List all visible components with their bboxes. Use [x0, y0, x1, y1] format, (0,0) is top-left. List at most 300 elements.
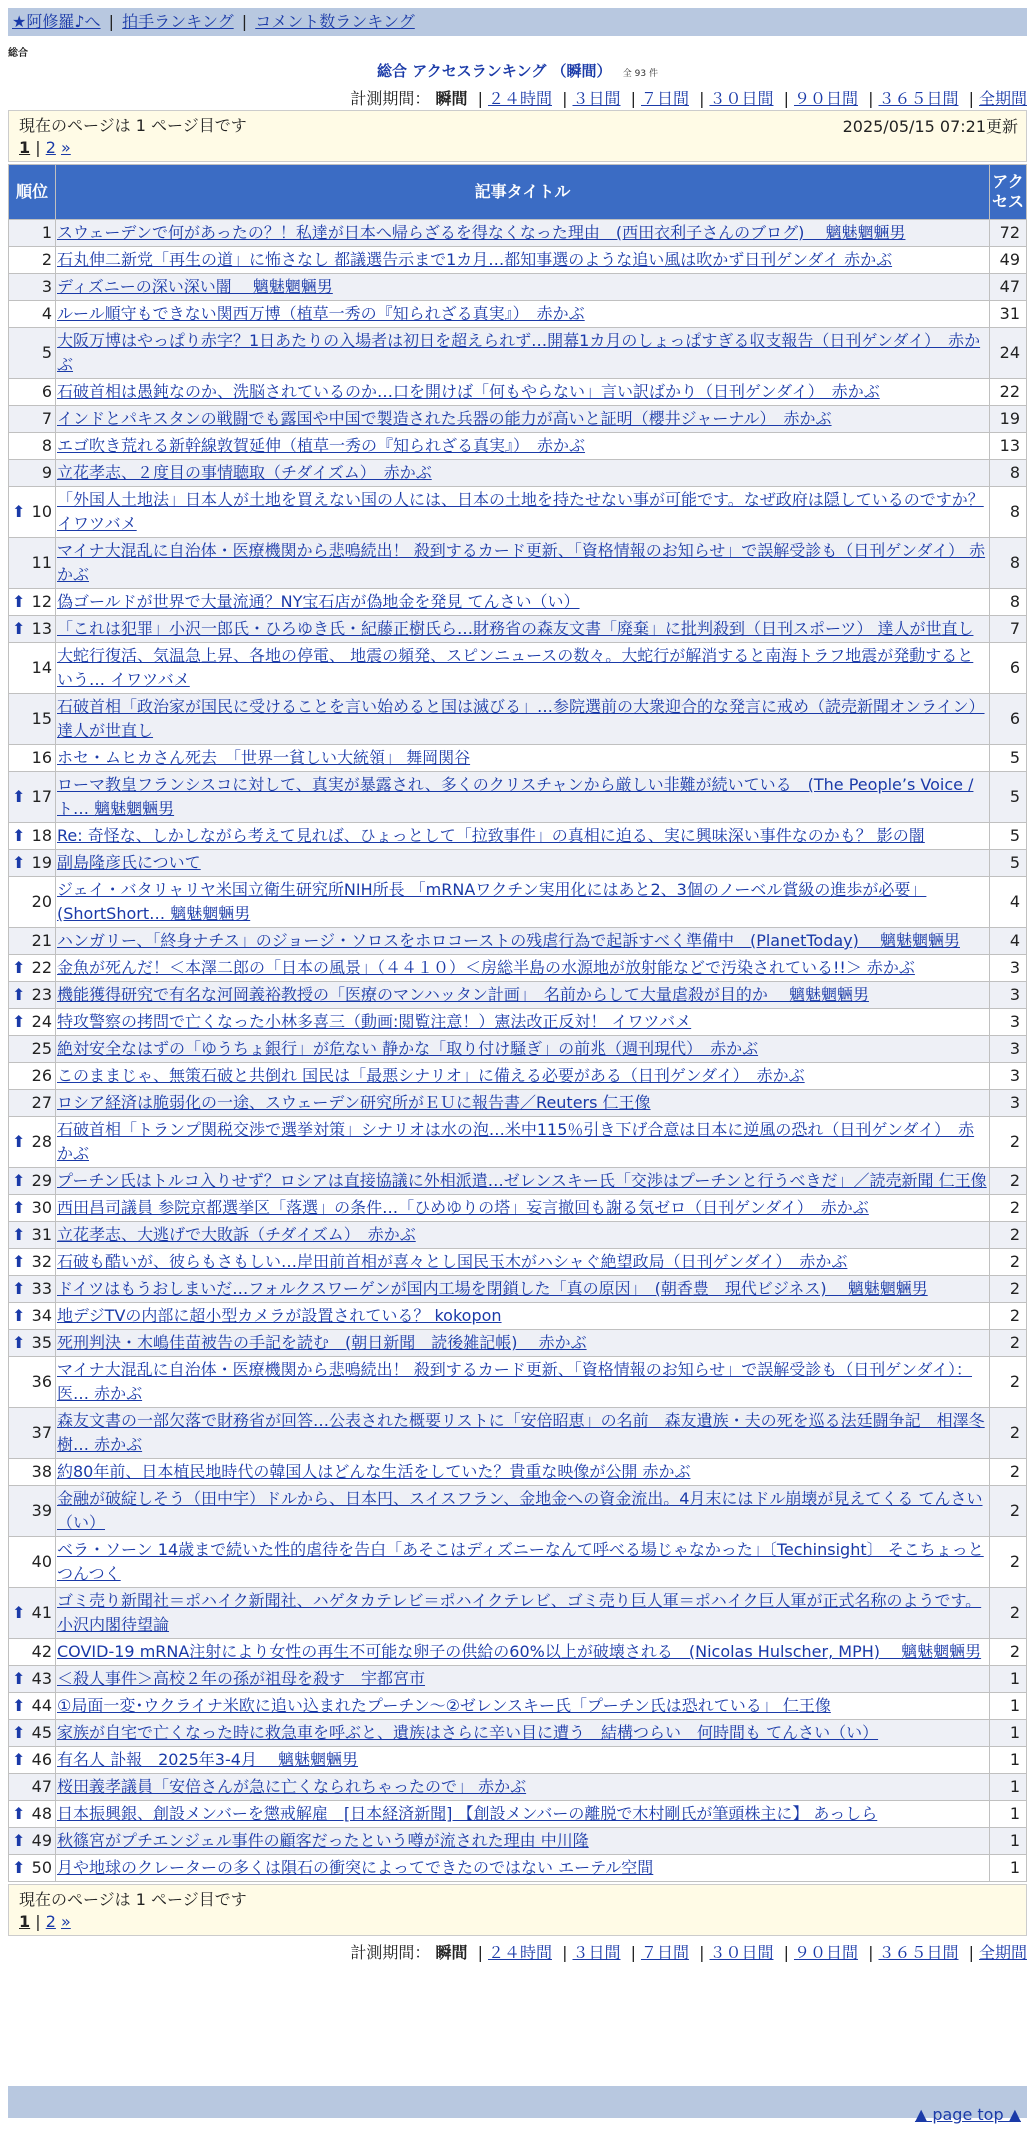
rank-cell	[9, 1168, 55, 1194]
rank-number: 45	[31, 1723, 52, 1742]
arrow-up-icon: ⬆	[12, 619, 26, 638]
period-365d[interactable]: ３６５日間	[878, 89, 959, 108]
title-cell	[56, 1009, 989, 1035]
rank-cell	[9, 1639, 55, 1665]
rank-number: 2	[41, 250, 52, 269]
access-count: 3	[990, 1063, 1026, 1089]
rank-cell	[9, 745, 55, 771]
rank-cell	[9, 1357, 55, 1407]
access-count: 19	[990, 406, 1026, 432]
article-link[interactable]: ローマ教皇フランシスコに対して、真実が暴露され、多くのクリスチャンから厳しい非難が続いている (The People’s Voice / ト… 魑魅魍魎男	[57, 775, 974, 818]
article-link[interactable]: 金融が破綻しそう（田中宇）ドルから、日本円、スイスフラン、金地金への資金流出。4月末にはドル崩壊が見えてくる てんさい（い）	[57, 1489, 983, 1532]
title-cell	[56, 1357, 989, 1407]
next-page-link-bottom[interactable]: »	[60, 1912, 71, 1931]
table-row	[9, 955, 1026, 981]
article-link[interactable]: 家族が自宅で亡くなった時に救急車を呼ぶと、遺族はさらに辛い目に遭う 結構つらい 何時間も てんさい（い）	[57, 1723, 879, 1742]
rank-cell	[9, 538, 55, 588]
article-link[interactable]: COVID-19 mRNA注射により女性の再生不可能な卵子の供給の60%以上が破壊される (Nicolas Hulscher, MPH) 魑魅魍魎男	[57, 1642, 982, 1661]
rank-cell	[9, 1459, 55, 1485]
rank-number: 27	[31, 1093, 52, 1112]
article-link[interactable]: 石破首相「トランプ関税交渉で選挙対策」シナリオは水の泡…米中115％引き下げ合意は日本に逆風の恐れ（日刊ゲンダイ） 赤かぶ	[57, 1120, 975, 1163]
bottom-bar	[8, 2086, 1027, 2118]
rank-number: 5	[41, 343, 52, 362]
title-cell	[56, 694, 989, 744]
article-link[interactable]: 日本振興銀、創設メンバーを懲戒解雇 [日本経済新聞] 【創設メンバーの離脱で木村剛氏が筆頭株主に】 あっしら	[57, 1804, 878, 1823]
rank-number: 33	[31, 1279, 52, 1298]
access-count: 22	[990, 379, 1026, 405]
article-link[interactable]: 石破首相は愚鈍なのか、洗脳されているのか…口を開けば「何もやらない」言い訳ばかり（日刊ゲンダイ） 赤かぶ	[57, 382, 880, 401]
table-row	[9, 616, 1026, 642]
table-row	[9, 745, 1026, 771]
title-cell	[56, 220, 989, 246]
table-row	[9, 1639, 1026, 1665]
article-link[interactable]: 機能獲得研究で有名な河岡義裕教授の「医療のマンハッタン計画」 名前からして大量虐殺が目的か 魑魅魍魎男	[57, 985, 869, 1004]
rank-number: 50	[31, 1858, 52, 1877]
page-1-current-bottom: 1	[19, 1912, 31, 1931]
pagination-top: 現在のページは 1 ページ目です 2025/05/15 07:21更新 1 | 2 »	[8, 110, 1027, 162]
table-row	[9, 433, 1026, 459]
rank-cell	[9, 433, 55, 459]
article-link[interactable]: ディズニーの深い深い闇 魑魅魍魎男	[57, 277, 333, 296]
table-row	[9, 1303, 1026, 1329]
rank-cell	[9, 982, 55, 1008]
period-30d-bottom[interactable]: ３０日間	[709, 1943, 774, 1962]
article-link[interactable]: 有名人 訃報 2025年3-4月 魑魅魍魎男	[57, 1750, 359, 1769]
page-title: 総合 アクセスランキング （瞬間）	[377, 62, 612, 80]
rank-cell	[9, 1747, 55, 1773]
current-page-text-bottom: 現在のページは 1 ページ目です	[19, 1890, 247, 1909]
rank-cell	[9, 1801, 55, 1827]
table-row	[9, 1195, 1026, 1221]
rank-number: 32	[31, 1252, 52, 1271]
ranking-heading	[0, 60, 1035, 81]
table-row	[9, 1801, 1026, 1827]
title-cell	[56, 1330, 989, 1356]
access-count: 1	[990, 1855, 1026, 1881]
article-link[interactable]: 死刑判決・木嶋佳苗被告の手記を読む (朝日新聞 読後雑記帳) 赤かぶ	[57, 1333, 587, 1352]
rank-cell	[9, 1774, 55, 1800]
rank-number: 4	[41, 304, 52, 323]
rank-cell	[9, 1330, 55, 1356]
title-cell	[56, 1408, 989, 1458]
rank-number: 46	[31, 1750, 52, 1769]
table-row	[9, 1588, 1026, 1638]
access-count: 2	[990, 1537, 1026, 1587]
rank-cell	[9, 1036, 55, 1062]
arrow-up-icon: ⬆	[12, 1132, 26, 1151]
item-count: 全 93 件	[622, 69, 658, 79]
title-cell	[56, 1036, 989, 1062]
title-cell	[56, 745, 989, 771]
article-link[interactable]: ルール順守もできない関西万博（植草一秀の『知られざる真実』） 赤かぶ	[57, 304, 585, 323]
rank-cell	[9, 643, 55, 693]
rank-number: 44	[31, 1696, 52, 1715]
rank-cell	[9, 406, 55, 432]
arrow-up-icon: ⬆	[12, 502, 26, 521]
article-link[interactable]: 桜田義孝議員「安倍さんが急に亡くなられちゃったので」 赤かぶ	[57, 1777, 527, 1796]
rank-number: 24	[31, 1012, 52, 1031]
page-2-link[interactable]: 2	[45, 138, 56, 157]
table-row	[9, 487, 1026, 537]
rank-number: 34	[31, 1306, 52, 1325]
access-count: 3	[990, 1036, 1026, 1062]
rank-number: 19	[31, 853, 52, 872]
arrow-up-icon: ⬆	[12, 958, 26, 977]
table-row	[9, 1117, 1026, 1167]
table-row	[9, 1036, 1026, 1062]
rank-cell	[9, 1537, 55, 1587]
table-row	[9, 1090, 1026, 1116]
article-link[interactable]: 副島隆彦氏について	[57, 853, 201, 872]
rank-number: 10	[31, 502, 52, 521]
rank-cell	[9, 1828, 55, 1854]
article-link[interactable]: 石破も酷いが、彼らもさもしい…岸田前首相が喜々とし国民玉木がハシャぐ絶望政局（日刊ゲンダイ） 赤かぶ	[57, 1252, 848, 1271]
title-cell	[56, 538, 989, 588]
rank-cell	[9, 1588, 55, 1638]
table-row	[9, 274, 1026, 300]
title-cell	[56, 1276, 989, 1302]
rank-number: 31	[31, 1225, 52, 1244]
access-count: 3	[990, 1090, 1026, 1116]
period-365d-bottom[interactable]: ３６５日間	[878, 1943, 959, 1962]
title-cell	[56, 877, 989, 927]
title-cell	[56, 955, 989, 981]
rank-cell	[9, 328, 55, 378]
title-cell	[56, 823, 989, 849]
article-link[interactable]: このままじゃ、無策石破と共倒れ 国民は「最悪シナリオ」に備える必要がある（日刊ゲンダイ） 赤かぶ	[57, 1066, 805, 1085]
title-cell	[56, 1063, 989, 1089]
article-link[interactable]: 石破首相「政治家が国民に受けることを言い始めると国は滅びる」…参院選前の大衆迎合的な発言に戒め（読売新聞オンライン） 達人が世直し	[57, 697, 985, 740]
rank-cell	[9, 772, 55, 822]
rank-number: 1	[41, 223, 52, 242]
period-all[interactable]: 全期間	[978, 89, 1027, 108]
col-access-header: アクセス	[990, 165, 1026, 219]
rank-number: 14	[31, 658, 52, 677]
rank-cell	[9, 247, 55, 273]
period-current: 瞬間	[435, 89, 468, 108]
rank-number: 6	[41, 382, 52, 401]
title-cell	[56, 301, 989, 327]
access-count: 5	[990, 772, 1026, 822]
access-count: 2	[990, 1168, 1026, 1194]
title-cell	[56, 1486, 989, 1536]
table-row	[9, 1537, 1026, 1587]
title-cell	[56, 982, 989, 1008]
rank-number: 11	[31, 553, 52, 572]
period-current-bottom: 瞬間	[435, 1943, 468, 1962]
rank-number: 42	[31, 1642, 52, 1661]
arrow-up-icon: ⬆	[12, 1804, 26, 1823]
title-cell	[56, 1222, 989, 1248]
access-count: 1	[990, 1693, 1026, 1719]
title-cell	[56, 1639, 989, 1665]
rank-cell	[9, 1009, 55, 1035]
title-cell	[56, 772, 989, 822]
article-link[interactable]: エゴ吹き荒れる新幹線敦賀延伸（植草一秀の『知られざる真実』） 赤かぶ	[57, 436, 586, 455]
table-row	[9, 1774, 1026, 1800]
rank-number: 43	[31, 1669, 52, 1688]
arrow-up-icon: ⬆	[12, 1603, 26, 1622]
top-nav-bar	[8, 8, 1027, 36]
access-count: 2	[990, 1276, 1026, 1302]
title-cell	[56, 850, 989, 876]
arrow-up-icon: ⬆	[12, 787, 26, 806]
period-24h-bottom[interactable]: ２４時間	[487, 1943, 552, 1962]
rank-number: 20	[31, 892, 52, 911]
title-cell	[56, 589, 989, 615]
article-link[interactable]: 秋篠宮がプチエンジェル事件の顧客だったという噂が流された理由 中川隆	[57, 1831, 589, 1850]
rank-cell	[9, 877, 55, 927]
article-link[interactable]: 約80年前、日本植民地時代の韓国人はどんな生活をしていた？貴重な映像が公開 赤かぶ	[57, 1462, 691, 1481]
rank-number: 39	[31, 1501, 52, 1520]
rank-cell	[9, 823, 55, 849]
article-link[interactable]: 「外国人土地法」日本人が土地を買えない国の人には、日本の土地を持たせない事が可能です。なぜ政府は隠しているのですか？ イワツバメ	[57, 490, 984, 533]
access-count: 47	[990, 274, 1026, 300]
page-top-link[interactable]: ▲ page top ▲	[914, 2105, 1021, 2124]
access-count: 1	[990, 1828, 1026, 1854]
title-cell	[56, 1747, 989, 1773]
table-row	[9, 643, 1026, 693]
article-link[interactable]: 絶対安全なはずの「ゆうちょ銀行」が危ない 静かな「取り付け騒ぎ」の前兆（週刊現代） 赤かぶ	[57, 1039, 759, 1058]
arrow-up-icon: ⬆	[12, 1831, 26, 1850]
article-link[interactable]: 地デジTVの内部に超小型カメラが設置されている？ kokopon	[57, 1306, 502, 1325]
article-link[interactable]: ジェイ・バタリャリヤ米国立衛生研究所NIH所長 「mRNAワクチン実用化にはあと2、3個のノーベル賞級の進歩が必要」 (ShortShort… 魑魅魍魎男	[57, 880, 927, 923]
table-row	[9, 328, 1026, 378]
title-cell	[56, 1666, 989, 1692]
period-3d[interactable]: ３日間	[572, 89, 621, 108]
rank-number: 17	[31, 787, 52, 806]
article-link[interactable]: プーチン氏はトルコ入りせず？ロシアは直接協議に外相派遣…ゼレンスキー氏「交渉はプーチンと行うべきだ」／読売新聞 仁王像	[57, 1171, 987, 1190]
period-7d-bottom[interactable]: ７日間	[640, 1943, 689, 1962]
table-row	[9, 1009, 1026, 1035]
title-cell	[56, 487, 989, 537]
article-link[interactable]: ロシア経済は脆弱化の一途、スウェーデン研究所がＥＵに報告書／Reuters 仁王像	[57, 1093, 651, 1112]
article-link[interactable]: 「これは犯罪」小沢一郎氏・ひろゆき氏・紀藤正樹氏ら…財務省の森友文書「廃棄」に批判殺到（日刊スポーツ） 達人が世直し	[57, 619, 974, 638]
article-link[interactable]: 森友文書の一部欠落で財務省が回答…公表された概要リストに「安倍昭恵」の名前 森友遺族・夫の死を巡る法廷闘争記 相澤冬樹… 赤かぶ	[57, 1411, 985, 1454]
period-selector-bottom: 計測期間： 瞬間 | ２４時間 | ３日間 | ７日間 | ３０日間 | ９０日間 | ３６５日間 | 全期間	[350, 1943, 1027, 1962]
arrow-up-icon: ⬆	[12, 985, 26, 1004]
rank-number: 29	[31, 1171, 52, 1190]
access-count: 3	[990, 1009, 1026, 1035]
title-cell	[56, 1195, 989, 1221]
access-count: 49	[990, 247, 1026, 273]
access-count: 2	[990, 1588, 1026, 1638]
access-count: 2	[990, 1330, 1026, 1356]
category-label: 総合	[8, 48, 28, 59]
rank-number: 3	[41, 277, 52, 296]
article-link[interactable]: マイナ大混乱に自治体・医療機関から悲鳴続出！ 殺到するカード更新、「資格情報のお知らせ」で誤解受診も（日刊ゲンダイ）：医… 赤かぶ	[57, 1360, 973, 1403]
title-cell	[56, 616, 989, 642]
table-row	[9, 1408, 1026, 1458]
arrow-up-icon: ⬆	[12, 1171, 26, 1190]
page-2-link-bottom[interactable]: 2	[45, 1912, 56, 1931]
table-row	[9, 301, 1026, 327]
rank-number: 12	[31, 592, 52, 611]
access-count: 13	[990, 433, 1026, 459]
title-cell	[56, 1801, 989, 1827]
access-count: 5	[990, 823, 1026, 849]
table-row	[9, 823, 1026, 849]
article-link[interactable]: マイナ大混乱に自治体・医療機関から悲鳴続出！ 殺到するカード更新、「資格情報のお知らせ」で誤解受診も（日刊ゲンダイ） 赤かぶ	[57, 541, 986, 584]
arrow-up-icon: ⬆	[12, 1279, 26, 1298]
article-link[interactable]: ＜殺人事件＞高校２年の孫が祖母を殺す 宇都宮市	[57, 1669, 426, 1688]
table-row	[9, 1276, 1026, 1302]
period-label: 計測期間：	[350, 89, 431, 108]
rank-number: 16	[31, 748, 52, 767]
access-count: 4	[990, 877, 1026, 927]
title-cell	[56, 1855, 989, 1881]
access-count: 2	[990, 1117, 1026, 1167]
article-link[interactable]: 大蛇行復活、気温急上昇、各地の停電、 地震の頻発、スピンニュースの数々。大蛇行が解消すると南海トラフ地震が発動するという… イワツバメ	[57, 646, 974, 689]
table-row	[9, 1222, 1026, 1248]
rank-number: 15	[31, 709, 52, 728]
article-link[interactable]: 立花孝志、大逃げで大敗訴（チダイズム） 赤かぶ	[57, 1225, 416, 1244]
rank-cell	[9, 1855, 55, 1881]
title-cell	[56, 1303, 989, 1329]
table-row	[9, 877, 1026, 927]
table-row	[9, 1459, 1026, 1485]
title-cell	[56, 1720, 989, 1746]
access-count: 2	[990, 1195, 1026, 1221]
period-all-bottom[interactable]: 全期間	[978, 1943, 1027, 1962]
title-cell	[56, 1090, 989, 1116]
updated-timestamp: 2025/05/15 07:21更新	[842, 117, 1018, 136]
title-cell	[56, 1828, 989, 1854]
rank-number: 37	[31, 1423, 52, 1442]
rank-number: 38	[31, 1462, 52, 1481]
rank-cell	[9, 1117, 55, 1167]
table-row	[9, 379, 1026, 405]
clap-ranking-link[interactable]: 拍手ランキング	[122, 12, 234, 31]
period-24h[interactable]: ２４時間	[487, 89, 552, 108]
access-count: 2	[990, 1459, 1026, 1485]
article-link[interactable]: Re: 奇怪な、しかしながら考えて見れば、ひょっとして「拉致事件」の真相に迫る、実に興味深い事件なのかも？ 影の闇	[57, 826, 925, 845]
rank-cell	[9, 1303, 55, 1329]
title-cell	[56, 433, 989, 459]
period-7d[interactable]: ７日間	[640, 89, 689, 108]
arrow-up-icon: ⬆	[12, 1333, 26, 1352]
access-count: 8	[990, 460, 1026, 486]
table-row	[9, 460, 1026, 486]
rank-number: 18	[31, 826, 52, 845]
rank-cell	[9, 379, 55, 405]
access-count: 2	[990, 1249, 1026, 1275]
table-row	[9, 1168, 1026, 1194]
access-count: 3	[990, 982, 1026, 1008]
access-count: 2	[990, 1222, 1026, 1248]
article-link[interactable]: 立花孝志、２度目の事情聴取（チダイズム） 赤かぶ	[57, 463, 432, 482]
access-count: 31	[990, 301, 1026, 327]
rank-cell	[9, 1222, 55, 1248]
rank-cell	[9, 301, 55, 327]
rank-cell	[9, 274, 55, 300]
access-count: 8	[990, 538, 1026, 588]
arrow-up-icon: ⬆	[12, 592, 26, 611]
article-link[interactable]: ゴミ売り新聞社＝ポハイク新聞社、ハゲタカテレビ＝ポハイクテレビ、ゴミ売り巨人軍＝ポハイク巨人軍が正式名称のようです。 小沢内閣待望論	[57, 1591, 982, 1634]
arrow-up-icon: ⬆	[12, 1306, 26, 1325]
rank-number: 7	[41, 409, 52, 428]
access-count: 6	[990, 643, 1026, 693]
article-link[interactable]: ベラ・ソーン 14歳まで続いた性的虐待を告白「あそこはディズニーなんて呼べる場じゃなかった」〔Techinsight〕 そこちょっとつんつく	[57, 1540, 984, 1583]
title-cell	[56, 274, 989, 300]
article-link[interactable]: ハンガリー、「終身ナチス」のジョージ・ソロスをホロコーストの残虐行為で起訴すべく準備中 (PlanetToday) 魑魅魍魎男	[57, 931, 960, 950]
table-row	[9, 1486, 1026, 1536]
comment-ranking-link[interactable]: コメント数ランキング	[255, 12, 415, 31]
rank-number: 41	[31, 1603, 52, 1622]
arrow-up-icon: ⬆	[12, 1858, 26, 1877]
rank-cell	[9, 1720, 55, 1746]
rank-cell	[9, 460, 55, 486]
article-link[interactable]: 偽ゴールドが世界で大量流通？NY宝石店が偽地金を発見 てんさい（い）	[57, 592, 580, 611]
article-link[interactable]: 月や地球のクレーターの多くは隕石の衝突によってできたのではない エーテル空間	[57, 1858, 654, 1877]
rank-cell	[9, 1408, 55, 1458]
article-link[interactable]: ドイツはもうおしまいだ…フォルクスワーゲンが国内工場を閉鎖した「真の原因」 (朝香豊 現代ビジネス) 魑魅魍魎男	[57, 1279, 928, 1298]
rank-cell	[9, 928, 55, 954]
access-count: 1	[990, 1720, 1026, 1746]
period-3d-bottom[interactable]: ３日間	[572, 1943, 621, 1962]
access-count: 2	[990, 1639, 1026, 1665]
period-selector-top: 計測期間： 瞬間 | ２４時間 | ３日間 | ７日間 | ３０日間 | ９０日間 | ３６５日間 | 全期間	[350, 89, 1027, 108]
article-link[interactable]: インドとパキスタンの戦闘でも露国や中国で製造された兵器の能力が高いと証明（櫻井ジャーナル） 赤かぶ	[57, 409, 832, 428]
current-page-text: 現在のページは 1 ページ目です	[19, 116, 247, 135]
article-link[interactable]: 特攻警察の拷問で亡くなった小林多喜三（動画:閲覧注意！）憲法改正反対！ イワツバメ	[57, 1012, 692, 1031]
pagination-bottom: 現在のページは 1 ページ目です 1 | 2 »	[8, 1884, 1027, 1936]
rank-cell	[9, 850, 55, 876]
period-30d[interactable]: ３０日間	[709, 89, 774, 108]
article-link[interactable]: ホセ・ムヒカさん死去 「世界一貧しい大統領」 舞岡関谷	[57, 748, 471, 767]
access-count: 7	[990, 616, 1026, 642]
table-row	[9, 1855, 1026, 1881]
rank-number: 9	[41, 463, 52, 482]
arrow-up-icon: ⬆	[12, 1723, 26, 1742]
article-link[interactable]: ①局面一変･ウクライナ米欧に追い込まれたプーチン〜②ゼレンスキー氏「プーチン氏は恐れている」 仁王像	[57, 1696, 831, 1715]
rank-number: 8	[41, 436, 52, 455]
rank-cell	[9, 1063, 55, 1089]
period-90d-bottom[interactable]: ９０日間	[793, 1943, 858, 1962]
arrow-up-icon: ⬆	[12, 1012, 26, 1031]
access-count: 2	[990, 1408, 1026, 1458]
table-row	[9, 1693, 1026, 1719]
table-row	[9, 982, 1026, 1008]
rank-number: 28	[31, 1132, 52, 1151]
access-count: 5	[990, 850, 1026, 876]
title-cell	[56, 643, 989, 693]
rank-number: 25	[31, 1039, 52, 1058]
article-link[interactable]: スウェーデンで何があったの？！私達が日本へ帰らざるを得なくなった理由 (西田衣利子さんのブログ) 魑魅魍魎男	[57, 223, 906, 242]
article-link[interactable]: 石丸伸二新党「再生の道」に怖さなし 都議選告示まで1カ月…都知事選のような追い風は吹かず日刊ゲンダイ 赤かぶ	[57, 250, 893, 269]
period-90d[interactable]: ９０日間	[793, 89, 858, 108]
rank-number: 47	[31, 1777, 52, 1796]
article-link[interactable]: 西田昌司議員 参院京都選挙区「落選」の条件…「ひめゆりの塔」妄言撤回も謝る気ゼロ（日刊ゲンダイ） 赤かぶ	[57, 1198, 869, 1217]
arrow-up-icon: ⬆	[12, 826, 26, 845]
access-count: 72	[990, 220, 1026, 246]
table-row	[9, 1249, 1026, 1275]
table-row	[9, 694, 1026, 744]
article-link[interactable]: 大阪万博はやっぱり赤字？1日あたりの入場者は初日を超えられず…開幕1カ月のしょっぱすぎる収支報告（日刊ゲンダイ） 赤かぶ	[57, 331, 981, 374]
arrow-up-icon: ⬆	[12, 1669, 26, 1688]
rank-number: 22	[31, 958, 52, 977]
table-row	[9, 1330, 1026, 1356]
rank-cell	[9, 616, 55, 642]
col-title-header: 記事タイトル	[56, 165, 989, 219]
home-link[interactable]: ★阿修羅♪へ	[12, 12, 101, 31]
arrow-up-icon: ⬆	[12, 1225, 26, 1244]
next-page-link[interactable]: »	[60, 138, 71, 157]
rank-cell	[9, 1276, 55, 1302]
arrow-up-icon: ⬆	[12, 1696, 26, 1715]
title-cell	[56, 406, 989, 432]
article-link[interactable]: 金魚が死んだ！＜本澤二郎の「日本の風景」（４４１０）＜房総半島の水源地が放射能などで汚染されている!!＞ 赤かぶ	[57, 958, 915, 977]
